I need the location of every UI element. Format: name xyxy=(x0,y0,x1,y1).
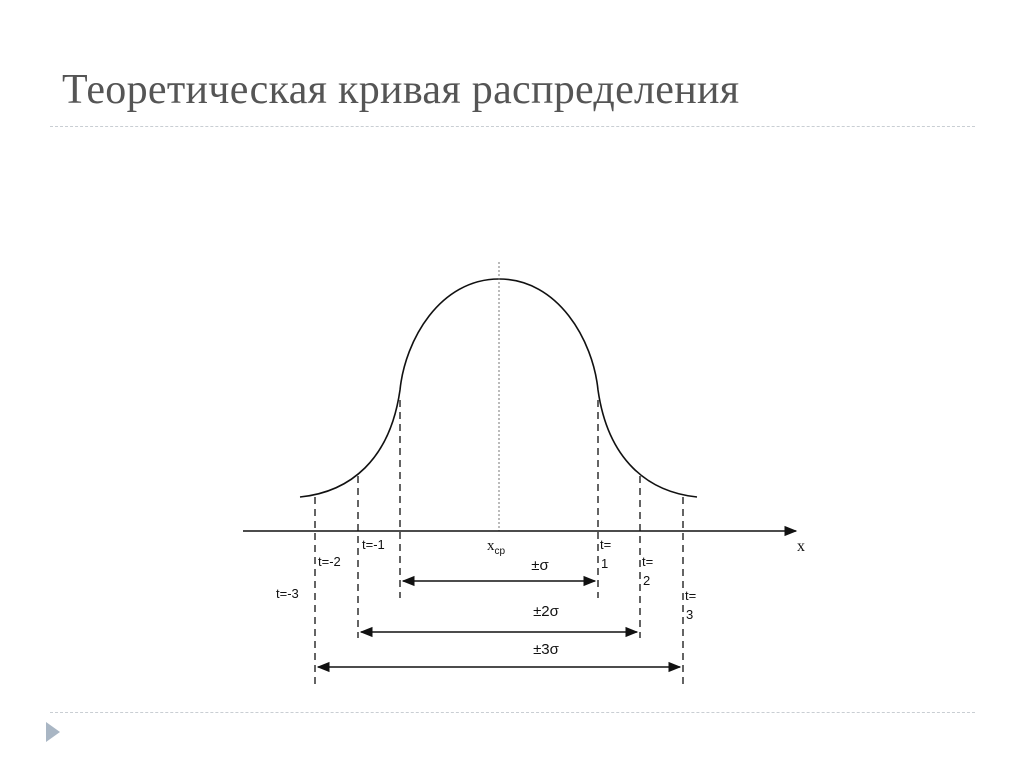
t-plus-2-label-bottom: 2 xyxy=(643,573,651,588)
t-plus-1-label-bottom: 1 xyxy=(601,556,609,571)
t-plus-1-label-top: t= xyxy=(600,537,612,552)
t-plus-2-label-top: t= xyxy=(642,554,654,569)
sigma2-label: ±2σ xyxy=(533,603,559,620)
t-plus-3-label-bottom: 3 xyxy=(686,607,694,622)
sigma1-label: ±σ xyxy=(531,557,549,574)
t-minus-3-label: t=-3 xyxy=(276,586,299,601)
slide-title: Теоретическая кривая распределения xyxy=(62,67,740,113)
sigma3-label: ±3σ xyxy=(533,641,559,658)
x-axis-label: x xyxy=(797,538,805,555)
t-minus-2-label: t=-2 xyxy=(318,554,341,569)
t-plus-3-label-top: t= xyxy=(685,588,697,603)
mean-label: $x_{ср}$ xyxy=(487,538,506,557)
t-minus-1-label: t=-1 xyxy=(362,537,385,552)
